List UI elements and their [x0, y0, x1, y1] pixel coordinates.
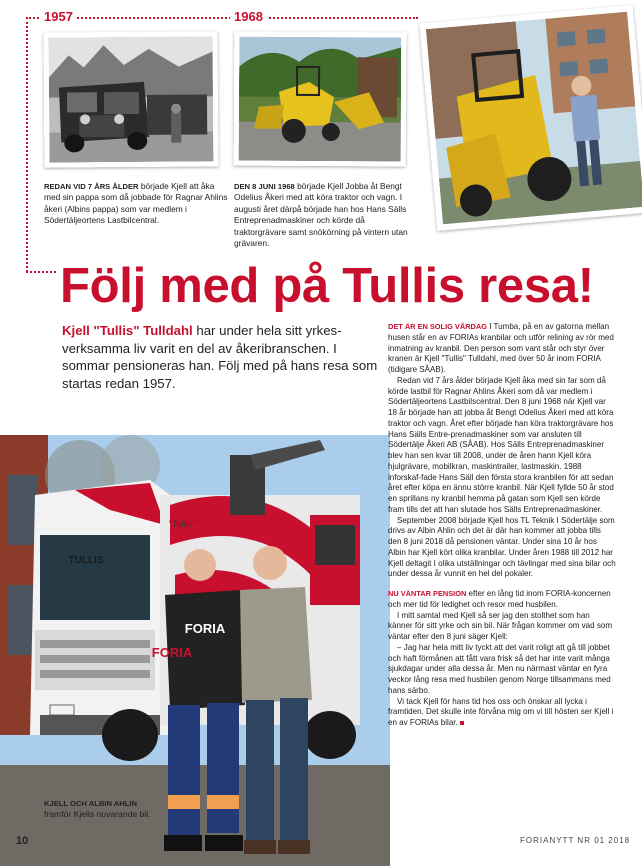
caption-truck-lead: KJELL OCH ALBIN AHLIN: [44, 799, 137, 808]
body-paragraph-1: [388, 322, 616, 376]
timeline-line-left: [26, 17, 28, 272]
end-mark-icon: [460, 721, 464, 725]
sign-text: TULLIS: [68, 555, 104, 566]
article-lead: [62, 322, 378, 392]
magazine-footer: FORIANYTT NR 01 2018: [520, 836, 631, 845]
caption-truck-text: framför Kjells nuvarande bil.: [44, 809, 151, 819]
body-kicker-2: NU VÄNTAR PENSION: [388, 589, 467, 598]
lead-text: har under hela sitt yrkes-verksamma liv varit en del av åkeribranschen. I sommar pensioneras han. Följ med på hans resa som startas redan 1957.: [62, 323, 378, 391]
year-label-1968: 1968: [230, 9, 267, 25]
body-paragraph-2: Redan vid 7 års ålder började Kjell åka med sin far som då körde lastbil för Ragnar Ahlins Åkeri som då var medlem i Södertäljeortens Lastbilscentral. Den 8 juni 1968 när Kjell var 18 år började han att jobba åt Bengt Odelius Åkeri med att köra traktor och vagn. Året efter började han köra traktorgrävare hos Hans Sälls Entre-prenadmaskiner som var ansluten till Södertälje Åkeri AB (SÅAB). Hos Sälls Entreprenadmaskiner blev han sen kvar till 2008, under de åren hann Kjell köra hjulgrävare, mobilkran, maskintrailer, lastmaskin. 1988 inforskaf-fade Hans Säll den första stora kranbilen för att sedan året efter köpa en ännu större kranbil. När Kjell fyllde 50 år stod en sprillans ny kranbil hemma på gatan som Kjell sen körde fram tills det att han slutade hos Sälls Entreprenadmaskiner.: [388, 375, 614, 514]
caption-1968-lead: DEN 8 JUNI 1968: [234, 182, 295, 191]
truck-brand: FORIA: [151, 645, 193, 660]
body-paragraph-4: [388, 589, 616, 611]
caption-1957-text: började Kjell att åka med sin pappa som då jobbade för Ragnar Ahlins åkeri (Albins pappa) som var medlem i Södertäljeortens Lastbilcentral.: [44, 181, 228, 226]
caption-1968: [234, 181, 416, 249]
caption-1968-text: började Kjell Jobba åt Bengt Odelius Åkeri med att köra traktor och vagn. I augusti året därpå började han hos Hans Sälls Entreprenadmaskiner och körde då traktorgrävare samt snökörning på vintern utan grävaren.: [234, 181, 408, 249]
caption-truck: [44, 798, 194, 820]
body-paragraph-7: [388, 697, 616, 729]
article-body: [388, 322, 616, 729]
jacket-logo: FORIA: [184, 621, 226, 636]
photo-1968-tractor-digger: [234, 32, 407, 167]
page-number: 10: [16, 835, 29, 847]
body-paragraph-5: I mitt samtal med Kjell så ser jag den stolthet som han känner för sitt yrke och sin bil. När frågan kommer om vad som väntar efter den 8 juni säger Kjell:: [388, 610, 613, 641]
body-paragraph-6: – Jag har hela mitt liv tyckt att det varit roligt att gå till jobbet och haft förmånen att fått vara frisk så det har inte varit många sjukdagar under alla dessa år. Men nu närmast väntar en fyra veckor lång resa med husbilen genom Norge tillsammans med hans särbo.: [388, 642, 611, 695]
body-gap: [388, 580, 616, 589]
truck-name: "Tullis": [168, 519, 196, 529]
photo-man-with-tractor: [419, 5, 642, 231]
timeline-line-top: [26, 17, 418, 19]
body-text-4: efter en lång tid inom FORIA-koncernen och mer tid för ledighet och resor med husbilen.: [388, 589, 611, 609]
timeline-line-bottom: [26, 271, 56, 273]
body-kicker-1: DET ÄR EN SOLIG VÅRDAG: [388, 322, 487, 331]
caption-1957-lead: REDAN VID 7 ÅRS ÅLDER: [44, 182, 139, 191]
lead-name: Kjell "Tullis" Tulldahl: [62, 323, 193, 338]
article-headline: Följ med på Tullis resa!: [60, 259, 594, 313]
body-paragraph-3: September 2008 började Kjell hos TL Teknik I Södertälje som drivs av Albin Ahlin och det är där han kommer att jobba tills den 8 juni 2018 då pensionen väntar. Under sina 10 år hos Albin har Kjell kört olika kranbilar. Under åren 1988 till 2012 har Kjell deltagit I olika utställningar och tävlingar med sina bilar och under dessa år vunnit en hel del pokaler.: [388, 515, 616, 579]
year-label-1957: 1957: [40, 9, 77, 25]
body-text-7: Vi tack Kjell för hans tid hos oss och önskar all lycka i framtiden. Det skulle inte förvåna mig om vi till hösten ser Kjell i en av FORIAs bilar.: [388, 696, 614, 727]
body-text-1: I Tumba, på en av gatorna mellan husen står en av FORIAs kranbilar och utför relining av rör med inmatning av kranbil. Den person som vant står och styr över kranen är Kjell "Tullis" Tulldahl, med över 50 år inom FORIA (tidigare SÅAB).: [388, 322, 614, 374]
caption-1957: [44, 181, 230, 227]
photo-1957-old-truck: [44, 31, 219, 167]
